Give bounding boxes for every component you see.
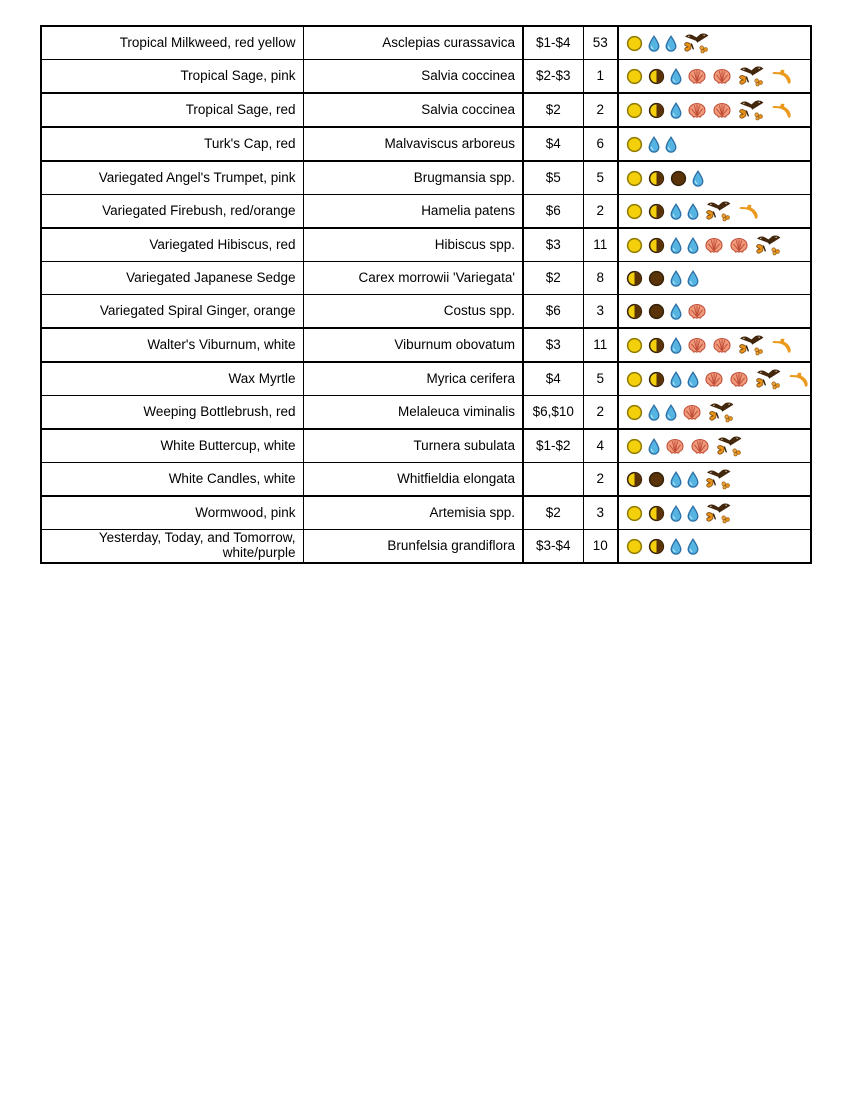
full-sun-icon: [626, 136, 643, 153]
scientific-name-cell: Hibiscus spp.: [303, 228, 523, 262]
florida-icon: [771, 336, 793, 355]
water-drop-icon: [692, 170, 704, 187]
attribute-icons-cell: [618, 530, 811, 564]
water-drop-icon: [665, 404, 677, 421]
water-drop-icon: [648, 404, 660, 421]
attribute-icons-cell: [618, 195, 811, 229]
water-drop-icon: [665, 35, 677, 52]
price-cell: $2-$3: [523, 60, 583, 94]
full-sun-icon: [626, 404, 643, 421]
common-name-cell: Turk's Cap, red: [41, 127, 303, 161]
table-row: [41, 496, 811, 530]
common-name-cell: Variegated Firebush, red/orange: [41, 195, 303, 229]
quantity-cell: 11: [583, 228, 618, 262]
attribute-icon-list: [626, 402, 809, 423]
shell-icon: [690, 438, 710, 455]
full-shade-icon: [648, 270, 665, 287]
butterfly-icon: [737, 335, 766, 356]
attribute-icon-list: [626, 270, 809, 287]
price-cell: $6,$10: [523, 396, 583, 430]
scientific-name-cell: Brugmansia spp.: [303, 161, 523, 195]
water-drop-icon: [670, 471, 682, 488]
attribute-icon-list: [626, 503, 809, 524]
full-sun-icon: [626, 538, 643, 555]
partial-sun-icon: [626, 270, 643, 287]
common-name-cell: Weeping Bottlebrush, red: [41, 396, 303, 430]
scientific-name-cell: Carex morrowii 'Variegata': [303, 262, 523, 295]
water-drop-icon: [687, 538, 699, 555]
attribute-icons-cell: [618, 396, 811, 430]
attribute-icons-cell: [618, 127, 811, 161]
butterfly-icon: [704, 503, 733, 524]
table-row: [41, 530, 811, 564]
attribute-icons-cell: [618, 295, 811, 329]
butterfly-icon: [715, 436, 744, 457]
attribute-icons-cell: [618, 26, 811, 60]
table-row: [41, 262, 811, 295]
price-cell: $5: [523, 161, 583, 195]
quantity-cell: 8: [583, 262, 618, 295]
scientific-name-cell: Turnera subulata: [303, 429, 523, 463]
common-name-cell: Yesterday, Today, and Tomorrow, white/purple: [98, 530, 296, 560]
full-sun-icon: [626, 438, 643, 455]
quantity-cell: 11: [583, 328, 618, 362]
shell-icon: [704, 371, 724, 388]
table-row: [41, 328, 811, 362]
shell-icon: [687, 337, 707, 354]
common-name-cell: Variegated Japanese Sedge: [41, 262, 303, 295]
quantity-cell: 1: [583, 60, 618, 94]
common-name-cell: White Candles, white: [41, 463, 303, 497]
attribute-icon-list: [626, 136, 809, 153]
attribute-icon-list: [626, 66, 809, 87]
common-name-cell: Tropical Milkweed, red yellow: [41, 26, 303, 60]
table-row: [41, 93, 811, 127]
partial-sun-icon: [626, 471, 643, 488]
quantity-cell: 2: [583, 463, 618, 497]
butterfly-icon: [737, 100, 766, 121]
attribute-icons-cell: [618, 60, 811, 94]
florida-icon: [771, 67, 793, 86]
table-row: [41, 60, 811, 94]
attribute-icons-cell: [618, 161, 811, 195]
water-drop-icon: [648, 35, 660, 52]
attribute-icons-cell: [618, 362, 811, 396]
partial-sun-icon: [648, 237, 665, 254]
scientific-name-cell: Costus spp.: [303, 295, 523, 329]
water-drop-icon: [687, 505, 699, 522]
water-drop-icon: [670, 538, 682, 555]
attribute-icon-list: [626, 33, 809, 54]
plant-availability-table: [40, 25, 812, 564]
price-cell: $4: [523, 362, 583, 396]
full-sun-icon: [626, 68, 643, 85]
water-drop-icon: [648, 438, 660, 455]
scientific-name-cell: Artemisia spp.: [303, 496, 523, 530]
quantity-cell: 5: [583, 161, 618, 195]
scientific-name-cell: Asclepias curassavica: [303, 26, 523, 60]
water-drop-icon: [670, 203, 682, 220]
shell-icon: [729, 371, 749, 388]
price-cell: $1-$4: [523, 26, 583, 60]
water-drop-icon: [670, 371, 682, 388]
price-cell: $3: [523, 328, 583, 362]
water-drop-icon: [670, 237, 682, 254]
water-drop-icon: [687, 471, 699, 488]
attribute-icon-list: [626, 170, 809, 187]
butterfly-icon: [704, 201, 733, 222]
partial-sun-icon: [648, 505, 665, 522]
shell-icon: [712, 337, 732, 354]
attribute-icons-cell: [618, 496, 811, 530]
price-cell: $6: [523, 295, 583, 329]
full-sun-icon: [626, 203, 643, 220]
water-drop-icon: [687, 270, 699, 287]
attribute-icon-list: [626, 538, 809, 555]
common-name-cell: White Buttercup, white: [41, 429, 303, 463]
water-drop-icon: [687, 203, 699, 220]
plant-table-body: [41, 26, 811, 563]
partial-sun-icon: [648, 203, 665, 220]
scientific-name-cell: Myrica cerifera: [303, 362, 523, 396]
shell-icon: [712, 102, 732, 119]
butterfly-icon: [682, 33, 711, 54]
butterfly-icon: [754, 235, 783, 256]
butterfly-icon: [704, 469, 733, 490]
common-name-cell: Tropical Sage, pink: [41, 60, 303, 94]
scientific-name-cell: Brunfelsia grandiflora: [303, 530, 523, 564]
attribute-icons-cell: [618, 328, 811, 362]
quantity-cell: 6: [583, 127, 618, 161]
full-sun-icon: [626, 237, 643, 254]
scientific-name-cell: Melaleuca viminalis: [303, 396, 523, 430]
quantity-cell: 5: [583, 362, 618, 396]
common-name-cell: Wax Myrtle: [41, 362, 303, 396]
attribute-icon-list: [626, 335, 809, 356]
scientific-name-cell: Malvaviscus arboreus: [303, 127, 523, 161]
shell-icon: [665, 438, 685, 455]
quantity-cell: 10: [583, 530, 618, 564]
attribute-icon-list: [626, 201, 809, 222]
attribute-icon-list: [626, 235, 809, 256]
quantity-cell: 4: [583, 429, 618, 463]
quantity-cell: 53: [583, 26, 618, 60]
scientific-name-cell: Whitfieldia elongata: [303, 463, 523, 497]
price-cell: $3-$4: [523, 530, 583, 564]
florida-icon: [738, 202, 760, 221]
partial-sun-icon: [648, 102, 665, 119]
table-row: [41, 228, 811, 262]
table-row: [41, 127, 811, 161]
price-cell: $6: [523, 195, 583, 229]
partial-sun-icon: [648, 170, 665, 187]
common-name-cell: Variegated Hibiscus, red: [41, 228, 303, 262]
scientific-name-cell: Salvia coccinea: [303, 93, 523, 127]
quantity-cell: 3: [583, 295, 618, 329]
price-cell: $4: [523, 127, 583, 161]
water-drop-icon: [670, 270, 682, 287]
table-row: [41, 26, 811, 60]
shell-icon: [729, 237, 749, 254]
water-drop-icon: [670, 68, 682, 85]
scientific-name-cell: Viburnum obovatum: [303, 328, 523, 362]
butterfly-icon: [754, 369, 783, 390]
shell-icon: [687, 303, 707, 320]
full-shade-icon: [648, 471, 665, 488]
quantity-cell: 2: [583, 396, 618, 430]
water-drop-icon: [665, 136, 677, 153]
full-sun-icon: [626, 102, 643, 119]
shell-icon: [704, 237, 724, 254]
common-name-cell: Walter's Viburnum, white: [41, 328, 303, 362]
common-name-cell: Variegated Angel's Trumpet, pink: [41, 161, 303, 195]
full-sun-icon: [626, 371, 643, 388]
quantity-cell: 3: [583, 496, 618, 530]
attribute-icons-cell: [618, 262, 811, 295]
shell-icon: [687, 68, 707, 85]
price-cell: $1-$2: [523, 429, 583, 463]
shell-icon: [687, 102, 707, 119]
water-drop-icon: [648, 136, 660, 153]
attribute-icons-cell: [618, 93, 811, 127]
table-row: [41, 396, 811, 430]
table-row: [41, 463, 811, 497]
attribute-icon-list: [626, 369, 809, 390]
water-drop-icon: [670, 102, 682, 119]
attribute-icon-list: [626, 469, 809, 490]
water-drop-icon: [670, 303, 682, 320]
attribute-icon-list: [626, 436, 809, 457]
table-row: [41, 195, 811, 229]
scientific-name-cell: Hamelia patens: [303, 195, 523, 229]
scientific-name-cell: Salvia coccinea: [303, 60, 523, 94]
partial-sun-icon: [648, 538, 665, 555]
full-sun-icon: [626, 505, 643, 522]
attribute-icons-cell: [618, 429, 811, 463]
shell-icon: [682, 404, 702, 421]
price-cell: $2: [523, 262, 583, 295]
partial-sun-icon: [648, 68, 665, 85]
attribute-icons-cell: [618, 463, 811, 497]
full-sun-icon: [626, 35, 643, 52]
water-drop-icon: [670, 505, 682, 522]
water-drop-icon: [687, 237, 699, 254]
price-cell: $2: [523, 496, 583, 530]
price-cell: $3: [523, 228, 583, 262]
water-drop-icon: [687, 371, 699, 388]
full-shade-icon: [670, 170, 687, 187]
table-row: [41, 362, 811, 396]
florida-icon: [788, 370, 810, 389]
full-shade-icon: [648, 303, 665, 320]
table-row: [41, 429, 811, 463]
attribute-icon-list: [626, 303, 809, 320]
attribute-icon-list: [626, 100, 809, 121]
shell-icon: [712, 68, 732, 85]
table-row: [41, 161, 811, 195]
attribute-icons-cell: [618, 228, 811, 262]
water-drop-icon: [670, 337, 682, 354]
common-name-cell: Tropical Sage, red: [41, 93, 303, 127]
partial-sun-icon: [626, 303, 643, 320]
full-sun-icon: [626, 170, 643, 187]
partial-sun-icon: [648, 371, 665, 388]
price-cell: [523, 463, 583, 497]
butterfly-icon: [737, 66, 766, 87]
florida-icon: [771, 101, 793, 120]
quantity-cell: 2: [583, 93, 618, 127]
butterfly-icon: [707, 402, 736, 423]
table-row: [41, 295, 811, 329]
common-name-cell: Wormwood, pink: [41, 496, 303, 530]
price-cell: $2: [523, 93, 583, 127]
quantity-cell: 2: [583, 195, 618, 229]
common-name-cell: Variegated Spiral Ginger, orange: [41, 295, 303, 329]
partial-sun-icon: [648, 337, 665, 354]
full-sun-icon: [626, 337, 643, 354]
